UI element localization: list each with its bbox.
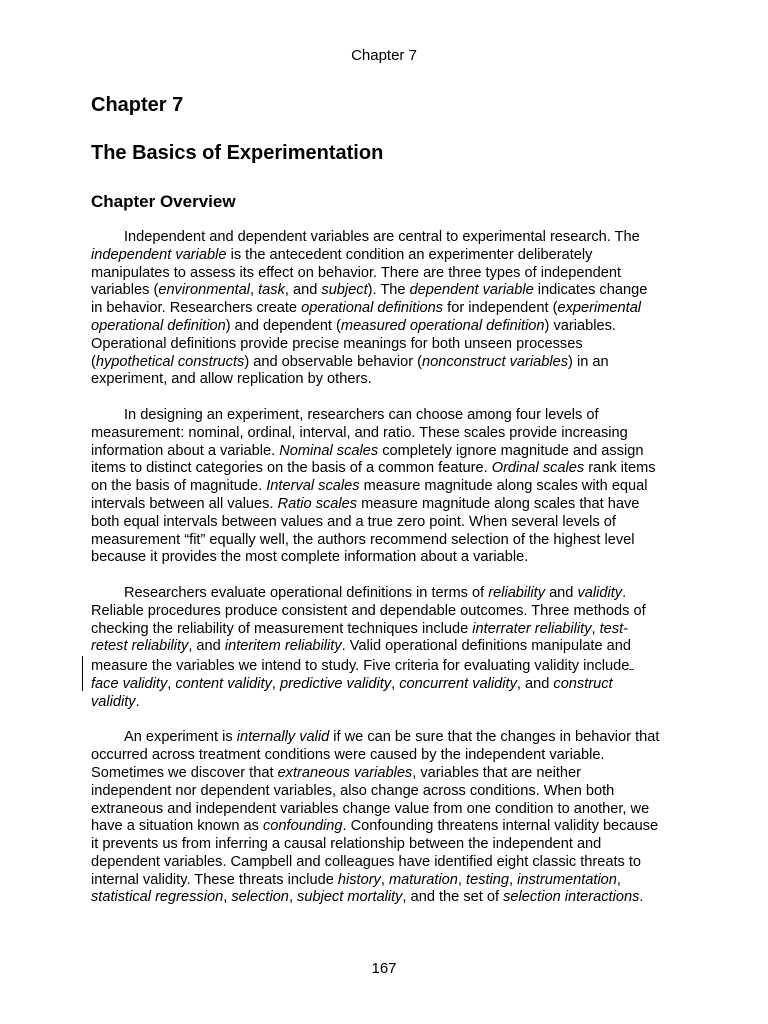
- text-run: if we can be sure that the changes in behavior that: [329, 729, 660, 746]
- text-line: [91, 729, 679, 747]
- text-run: , and: [516, 675, 554, 692]
- text-run: in behavior. Researchers create: [91, 300, 302, 317]
- text-run: ). The: [367, 282, 410, 299]
- text-run: measure magnitude along scales that have: [357, 495, 640, 512]
- text-line: [91, 872, 679, 890]
- text-line: [91, 247, 679, 265]
- text-run: , and: [284, 282, 322, 299]
- text-line: [91, 496, 679, 514]
- text-line: [91, 585, 679, 603]
- text-run: , variables that are neither: [412, 764, 581, 781]
- term-testing: testing: [466, 871, 510, 888]
- text-run: for independent (: [443, 300, 558, 317]
- text-run: measure the variables we intend to study. Five criteria for evaluating validity include: [91, 658, 630, 675]
- term-instrumentation: instrumentation: [517, 871, 617, 888]
- text-run: Sometimes we discover that: [91, 764, 278, 781]
- term-test-retest-start: test-: [599, 620, 629, 637]
- term-history: history: [337, 871, 381, 888]
- text-run: ,: [616, 871, 621, 888]
- text-line: [91, 694, 679, 712]
- term-subject-mortality: subject mortality: [297, 889, 403, 906]
- text-run: ) and dependent (: [225, 317, 341, 334]
- text-run: have a situation known as: [91, 818, 263, 835]
- text-run: and: [545, 584, 578, 601]
- paragraph-internal-validity: [91, 729, 679, 907]
- section-heading: Chapter Overview: [91, 192, 236, 211]
- text-run: .: [639, 889, 644, 906]
- text-run: indicates change: [533, 282, 648, 299]
- text-run: (: [91, 353, 96, 370]
- text-line: [91, 765, 679, 783]
- term-face-validity: face validity: [91, 675, 168, 692]
- text-line: [91, 889, 679, 907]
- text-run: .: [622, 584, 627, 601]
- text-run: is the antecedent condition an experimenter deliberately: [226, 246, 593, 263]
- text-run: on the basis of magnitude.: [91, 478, 267, 495]
- page-body: [91, 92, 679, 907]
- term-construct-validity-end: validity: [91, 693, 136, 710]
- text-line: [91, 638, 679, 656]
- text-line: Reliable procedures produce consistent and dependable outcomes. Three methods of: [91, 602, 646, 619]
- term-ratio-scales: Ratio scales: [277, 495, 358, 512]
- text-line: both equal intervals between values and a true zero point. When several levels of: [91, 513, 616, 530]
- term-extraneous-variables: extraneous variables: [277, 764, 413, 781]
- term-interrater-reliability: interrater reliability: [472, 620, 592, 637]
- term-reliability: reliability: [488, 584, 546, 601]
- text-run: ,: [288, 889, 298, 906]
- text-run: . Valid operational definitions manipulate and: [341, 638, 632, 655]
- text-line: In designing an experiment, researchers can choose among four levels of: [124, 406, 599, 423]
- term-operational-definitions: operational definitions: [301, 300, 444, 317]
- text-run: ) and observable behavior (: [244, 353, 422, 370]
- text-run: ,: [167, 675, 176, 692]
- term-task: task: [258, 282, 285, 299]
- term-ordinal-scales: Ordinal scales: [491, 460, 585, 477]
- term-environmental: environmental: [158, 282, 250, 299]
- paragraph-variables: [91, 229, 679, 389]
- text-run: ) variables.: [544, 317, 616, 334]
- text-run: rank items: [584, 460, 656, 477]
- term-statistical-regression: statistical regression: [91, 889, 224, 906]
- text-run: ,: [391, 675, 400, 692]
- page-number: 167: [371, 960, 397, 977]
- text-run: Researchers evaluate operational definitions in terms of: [124, 584, 489, 601]
- text-run: , and: [188, 638, 225, 655]
- text-run: intervals between all values.: [91, 495, 278, 512]
- text-line: [91, 354, 679, 372]
- text-line: [91, 282, 679, 300]
- text-line: [91, 478, 679, 496]
- running-header: Chapter 7: [351, 47, 417, 64]
- chapter-label: Chapter 7: [91, 94, 184, 116]
- text-line: it prevents us from inferring a causal relationship between the independent and: [91, 836, 602, 853]
- text-line: [91, 460, 679, 478]
- term-validity: validity: [577, 584, 623, 601]
- text-line: [91, 676, 679, 694]
- text-run: ,: [591, 620, 600, 637]
- text-line: [91, 443, 679, 461]
- text-line: Independent and dependent variables are central to experimental research. The: [124, 229, 640, 245]
- text-line: [91, 818, 679, 836]
- paragraph-measurement-scales: [91, 407, 679, 567]
- text-run: ,: [250, 282, 259, 299]
- text-line: [91, 656, 679, 676]
- term-selection: selection: [231, 889, 289, 906]
- change-bar: [82, 656, 83, 691]
- text-line: dependent variables. Campbell and colleagues have identified eight classic threats to: [91, 853, 642, 870]
- text-line: [91, 318, 679, 336]
- term-independent-variable: independent variable: [91, 246, 227, 263]
- text-line: manipulates to assess its effect on behavior. There are three types of independent: [91, 264, 622, 281]
- text-run: ,: [223, 889, 232, 906]
- term-interval-scales: Interval scales: [266, 478, 360, 495]
- text-run: ,: [380, 871, 389, 888]
- text-line: Operational definitions provide precise meanings for both unseen processes: [91, 335, 583, 352]
- term-hypothetical-constructs: hypothetical constructs: [95, 353, 245, 370]
- term-operational-definition: operational definition: [91, 317, 226, 334]
- text-run: ,: [509, 871, 518, 888]
- term-subject: subject: [321, 282, 368, 299]
- text-line: experiment, and allow replication by others.: [91, 371, 372, 388]
- term-content-validity: content validity: [175, 675, 272, 692]
- text-line: extraneous and independent variables change value from one condition to another, we: [91, 800, 650, 817]
- text-run: ,: [271, 675, 281, 692]
- text-run: .: [135, 693, 140, 710]
- text-run: , and the set of: [402, 889, 504, 906]
- text-run: internal validity. These threats include: [91, 871, 338, 888]
- tracked-change-mark: [629, 656, 634, 670]
- text-line: measurement “fit” equally well, the authors recommend selection of the highest level: [91, 531, 635, 548]
- text-line: measurement: nominal, ordinal, interval, and ratio. These scales provide increasing: [91, 424, 628, 441]
- text-run: information about a variable.: [91, 442, 280, 459]
- text-run: checking the reliability of measurement techniques include: [91, 620, 473, 637]
- text-line: [91, 300, 679, 318]
- text-run: . Confounding threatens internal validity because: [342, 818, 659, 835]
- text-run: items to distinct categories on the basis of a common feature.: [91, 460, 492, 477]
- term-concurrent-validity: concurrent validity: [399, 675, 517, 692]
- term-dependent-variable: dependent variable: [409, 282, 534, 299]
- text-run: An experiment is: [124, 729, 237, 746]
- term-nonconstruct-variables: nonconstruct variables: [422, 353, 569, 370]
- text-line: [91, 621, 679, 639]
- term-interitem-reliability: interitem reliability: [224, 638, 342, 655]
- term-test-retest-end: retest reliability: [91, 638, 189, 655]
- term-measured-operational-definition: measured operational definition: [340, 317, 545, 334]
- term-confounding: confounding: [263, 818, 343, 835]
- text-run: ,: [457, 871, 467, 888]
- text-line: independent nor dependent variables, also change across conditions. When both: [91, 782, 615, 799]
- text-run: ) in an: [568, 353, 609, 370]
- text-run: variables (: [91, 282, 159, 299]
- chapter-title: The Basics of Experimentation: [91, 142, 384, 164]
- term-construct: construct: [553, 675, 613, 692]
- text-line: occurred across treatment conditions were caused by the independent variable.: [91, 747, 605, 764]
- text-run: completely ignore magnitude and assign: [378, 442, 644, 459]
- paragraph-reliability-validity: [91, 585, 679, 712]
- term-nominal-scales: Nominal scales: [279, 442, 379, 459]
- term-internally-valid: internally valid: [236, 729, 330, 746]
- term-predictive-validity: predictive validity: [280, 675, 392, 692]
- text-run: measure magnitude along scales with equal: [359, 478, 648, 495]
- term-selection-interactions: selection interactions: [503, 889, 640, 906]
- term-maturation: maturation: [388, 871, 458, 888]
- term-experimental: experimental: [557, 300, 642, 317]
- text-line: because it provides the most complete information about a variable.: [91, 549, 529, 566]
